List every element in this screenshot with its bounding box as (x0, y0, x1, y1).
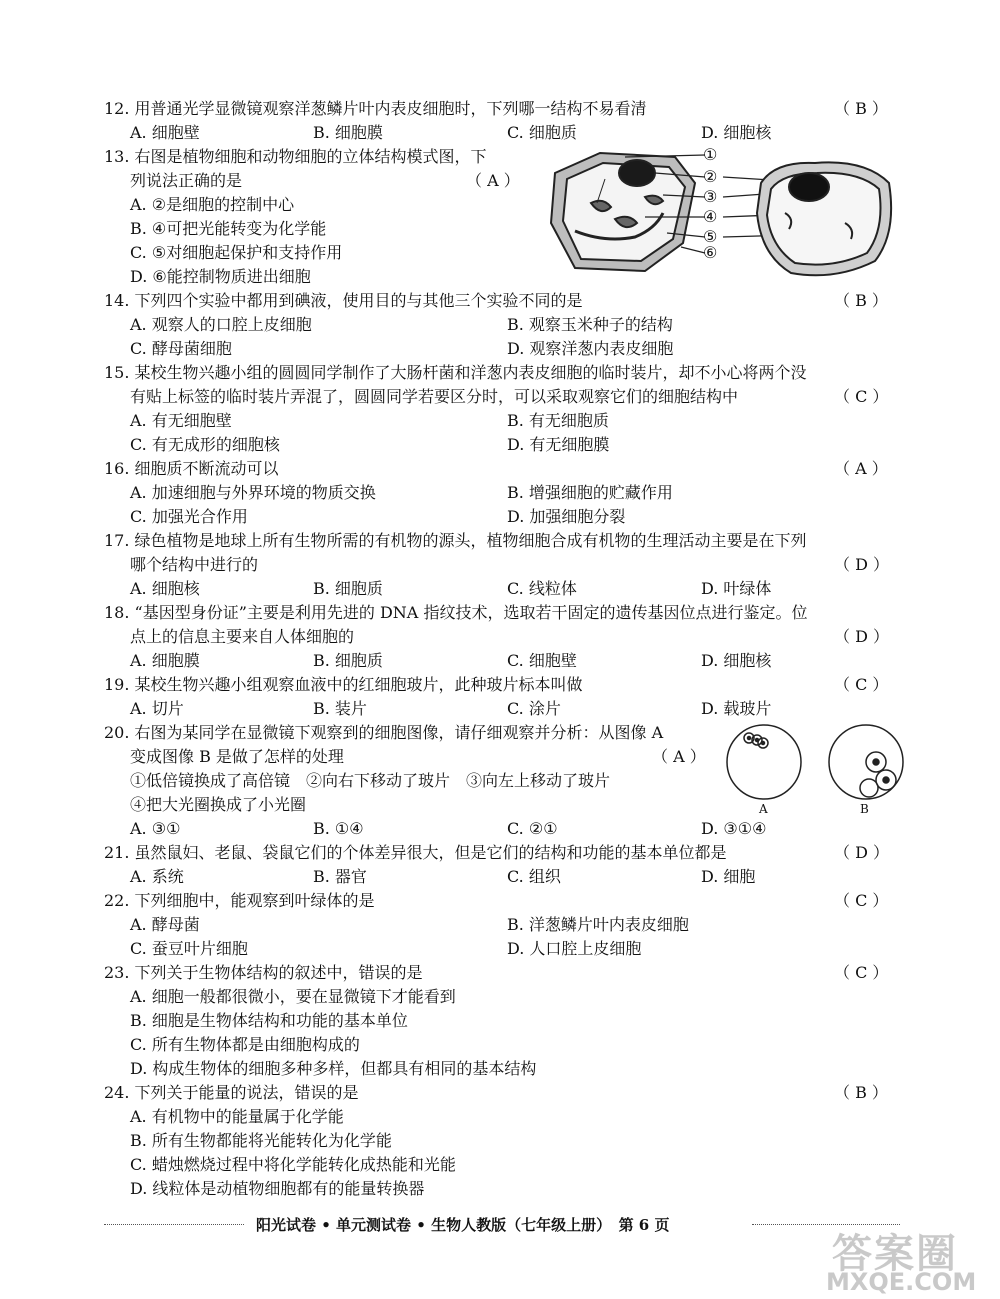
q22-answer: （ C ） (834, 891, 889, 910)
q16-option-a: A. 加速细胞与外界环境的物质交换 (130, 483, 376, 502)
q16-option-b: B. 增强细胞的贮藏作用 (507, 483, 673, 502)
q19-stem: 19. 某校生物兴趣小组观察血液中的红细胞玻片，此种玻片标本叫做 (104, 675, 583, 694)
q17-option-d: D. 叶绿体 (701, 579, 772, 598)
q14-option-c: C. 酵母菌细胞 (130, 339, 232, 358)
q12-option-b: B. 细胞膜 (313, 123, 383, 142)
q21-option-c: C. 组织 (507, 867, 561, 886)
q18-stem-line2: 点上的信息主要来自人体细胞的 (130, 627, 355, 646)
q22-option-d: D. 人口腔上皮细胞 (507, 939, 642, 958)
q12-option-c: C. 细胞质 (507, 123, 577, 142)
q20-option-a: A. ③① (130, 819, 181, 838)
fig-label-3: ③ (703, 187, 718, 206)
page-footer: 阳光试卷 • 单元测试卷 • 生物人教版（七年级上册） 第 6 页 (256, 1216, 670, 1234)
microscope-field-figure (726, 722, 906, 802)
q20-answer: （ A ） (652, 747, 706, 766)
q13-option-c: C. ⑤对细胞起保护和支持作用 (130, 243, 343, 262)
fig-label-1: ① (703, 145, 718, 164)
q19-answer: （ C ） (834, 675, 889, 694)
q19-option-a: A. 切片 (130, 699, 184, 718)
q17-option-a: A. 细胞核 (130, 579, 200, 598)
q21-answer: （ D ） (834, 843, 890, 862)
q24-answer: （ B ） (834, 1083, 888, 1102)
q24-option-c: C. 蜡烛燃烧过程中将化学能转化成热能和光能 (130, 1155, 456, 1174)
q16-option-d: D. 加强细胞分裂 (507, 507, 626, 526)
q19-option-d: D. 载玻片 (701, 699, 772, 718)
q24-option-b: B. 所有生物都能将光能转化为化学能 (130, 1131, 392, 1150)
q22-option-a: A. 酵母菌 (130, 915, 200, 934)
q15-stem-line2: 有贴上标签的临时装片弄混了，圆圆同学若要区分时，可以采取观察它们的细胞结构中 (130, 387, 739, 406)
q17-option-c: C. 线粒体 (507, 579, 577, 598)
q12-stem: 12. 用普通光学显微镜观察洋葱鳞片叶内表皮细胞时，下列哪一结构不易看清 (104, 99, 647, 118)
plant-cell-drawing (551, 153, 695, 271)
q12-option-d: D. 细胞核 (701, 123, 772, 142)
q18-answer: （ D ） (834, 627, 890, 646)
q13-answer: （ A ） (466, 171, 520, 190)
fig-label-2: ② (703, 167, 718, 186)
fig-label-6: ⑥ (703, 243, 718, 262)
animal-cell-drawing (757, 162, 891, 275)
q14-option-d: D. 观察洋葱内表皮细胞 (507, 339, 674, 358)
field-a (727, 725, 801, 799)
q17-stem-line2: 哪个结构中进行的 (130, 555, 259, 574)
q24-option-d: D. 线粒体是动植物细胞都有的能量转换器 (130, 1179, 425, 1198)
q18-stem-line1: 18. “基因型身份证”主要是利用先进的 DNA 指纹技术，选取若干固定的遗传基因位点进行鉴定。位 (104, 603, 808, 622)
q17-option-b: B. 细胞质 (313, 579, 383, 598)
watermark-logo: 答案圈 (832, 1231, 958, 1277)
q18-option-c: C. 细胞壁 (507, 651, 577, 670)
q19-option-b: B. 装片 (313, 699, 367, 718)
q21-stem: 21. 虽然鼠妇、老鼠、袋鼠它们的个体差异很大，但是它们的结构和功能的基本单位都是 (104, 843, 727, 862)
footer-rule-left (104, 1224, 244, 1225)
fig-label-4: ④ (703, 207, 718, 226)
cell-structure-figure (545, 143, 905, 293)
q13-option-d: D. ⑥能控制物质进出细胞 (130, 267, 311, 286)
q22-option-b: B. 洋葱鳞片叶内表皮细胞 (507, 915, 689, 934)
watermark-url: MXQE.COM (826, 1268, 977, 1296)
q21-option-a: A. 系统 (130, 867, 184, 886)
q20-option-b: B. ①④ (313, 819, 364, 838)
q23-stem: 23. 下列关于生物体结构的叙述中，错误的是 (104, 963, 423, 982)
q14-option-a: A. 观察人的口腔上皮细胞 (130, 315, 312, 334)
q23-option-a: A. 细胞一般都很微小，要在显微镜下才能看到 (130, 987, 456, 1006)
q20-option-d: D. ③①④ (701, 819, 767, 838)
field-a-label: A (759, 802, 768, 816)
q15-option-c: C. 有无成形的细胞核 (130, 435, 280, 454)
q15-answer: （ C ） (834, 387, 889, 406)
q18-option-d: D. 细胞核 (701, 651, 772, 670)
q20-option-c: C. ②① (507, 819, 558, 838)
q19-option-c: C. 涂片 (507, 699, 561, 718)
q17-answer: （ D ） (834, 555, 890, 574)
q23-option-b: B. 细胞是生物体结构和功能的基本单位 (130, 1011, 408, 1030)
q20-items-line1: ①低倍镜换成了高倍镜 ②向右下移动了玻片 ③向左上移动了玻片 (130, 771, 611, 790)
q20-stem-line1: 20. 右图为某同学在显微镜下观察到的细胞图像，请仔细观察并分析：从图像 A (104, 723, 664, 742)
q15-stem-line1: 15. 某校生物兴趣小组的圆圆同学制作了大肠杆菌和洋葱内表皮细胞的临时装片，却不小心将两个没 (104, 363, 807, 382)
q23-option-c: C. 所有生物体都是由细胞构成的 (130, 1035, 360, 1054)
q14-answer: （ B ） (834, 291, 888, 310)
q15-option-a: A. 有无细胞壁 (130, 411, 232, 430)
q22-option-c: C. 蚕豆叶片细胞 (130, 939, 248, 958)
q13-stem-line2: 列说法正确的是 (130, 171, 243, 190)
q16-answer: （ A ） (834, 459, 888, 478)
q13-option-b: B. ④可把光能转变为化学能 (130, 219, 327, 238)
q23-option-d: D. 构成生物体的细胞多种多样，但都具有相同的基本结构 (130, 1059, 537, 1078)
q24-stem: 24. 下列关于能量的说法，错误的是 (104, 1083, 359, 1102)
q17-stem-line1: 17. 绿色植物是地球上所有生物所需的有机物的源头，植物细胞合成有机物的生理活动主要是在下列 (104, 531, 807, 550)
q15-option-d: D. 有无细胞膜 (507, 435, 610, 454)
q20-stem-line2: 变成图像 B 是做了怎样的处理 (130, 747, 344, 766)
q22-stem: 22. 下列细胞中，能观察到叶绿体的是 (104, 891, 375, 910)
q20-items-line2: ④把大光圈换成了小光圈 (130, 795, 307, 814)
q21-option-d: D. 细胞 (701, 867, 756, 886)
q21-option-b: B. 器官 (313, 867, 367, 886)
q12-option-a: A. 细胞壁 (130, 123, 200, 142)
q16-stem: 16. 细胞质不断流动可以 (104, 459, 279, 478)
q14-option-b: B. 观察玉米种子的结构 (507, 315, 673, 334)
q13-option-a: A. ②是细胞的控制中心 (130, 195, 295, 214)
q16-option-c: C. 加强光合作用 (130, 507, 248, 526)
q24-option-a: A. 有机物中的能量属于化学能 (130, 1107, 344, 1126)
q14-stem: 14. 下列四个实验中都用到碘液，使用目的与其他三个实验不同的是 (104, 291, 583, 310)
q15-option-b: B. 有无细胞质 (507, 411, 609, 430)
field-b (829, 725, 903, 799)
q23-answer: （ C ） (834, 963, 889, 982)
q12-answer: （ B ） (834, 99, 888, 118)
fig-label-5: ⑤ (703, 227, 718, 246)
field-b-label: B (860, 802, 869, 816)
q18-option-a: A. 细胞膜 (130, 651, 200, 670)
q13-stem-line1: 13. 右图是植物细胞和动物细胞的立体结构模式图，下 (104, 147, 487, 166)
q18-option-b: B. 细胞质 (313, 651, 383, 670)
